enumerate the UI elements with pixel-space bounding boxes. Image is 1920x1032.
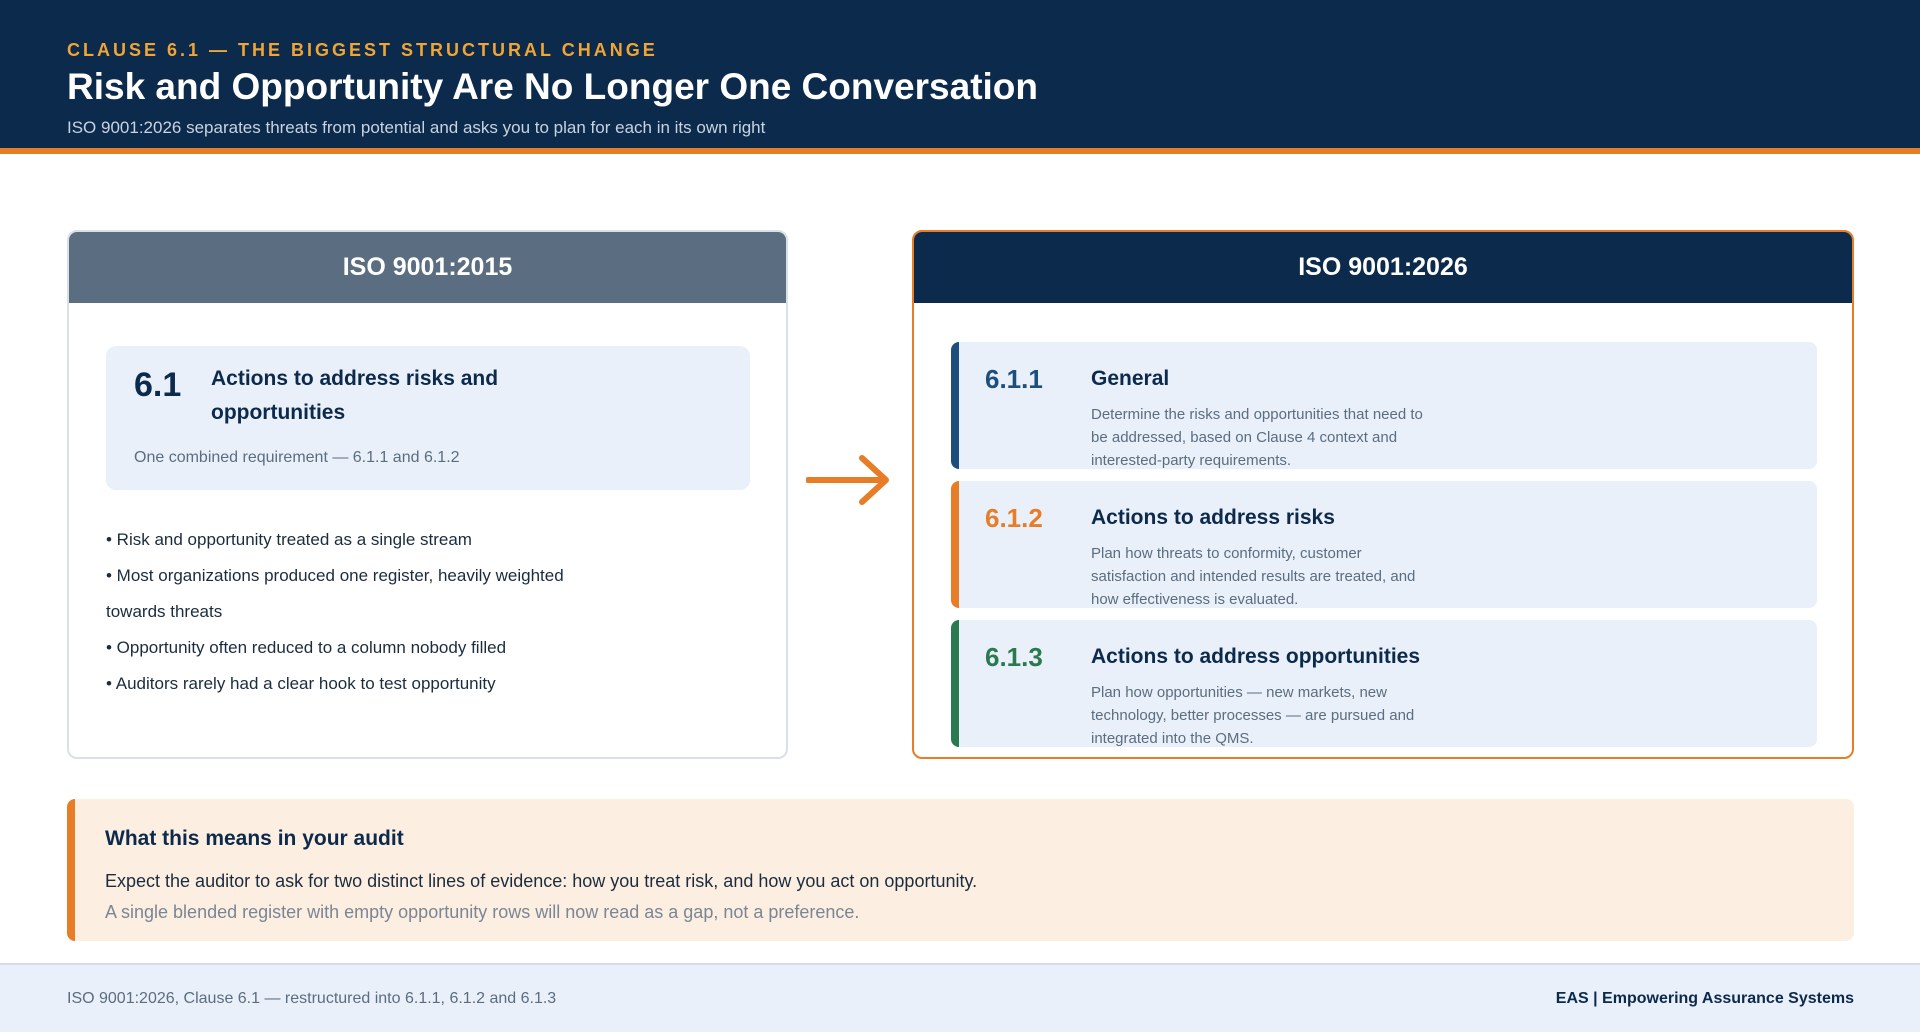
clause-title: Actions to address risks	[1091, 506, 1335, 529]
clause-eyebrow: CLAUSE 6.1 — THE BIGGEST STRUCTURAL CHANGE	[67, 40, 658, 60]
clause-number: 6.1.2	[985, 503, 1043, 533]
clause-title: Actions to address risks and opportunities	[211, 367, 499, 424]
accent-bar	[951, 342, 959, 469]
iso-2015-panel	[67, 230, 788, 759]
clause-6-1-card	[106, 346, 750, 490]
clause-description: Plan how threats to conformity, customer satisfaction and intended results are treated, and how effectiveness is evaluated.	[1091, 545, 1416, 608]
callout-text: Expect the auditor to ask for two distinct lines of evidence: how you treat risk, and how you act on opportunity.	[105, 871, 978, 891]
right-arrow-icon	[806, 454, 890, 506]
iso-2026-heading: ISO 9001:2026	[914, 232, 1852, 303]
clause-note: One combined requirement — 6.1.1 and 6.1.2	[134, 449, 460, 466]
callout-subtext: A single blended register with empty opportunity rows will now read as a gap, not a preference.	[105, 902, 860, 922]
list-item: • Risk and opportunity treated as a single stream	[106, 530, 472, 549]
clause-description: Plan how opportunities — new markets, new technology, better processes — are pursued and integrated into the QMS.	[1091, 684, 1415, 747]
footer-brand: EAS | Empowering Assurance Systems	[1555, 990, 1854, 1007]
accent-bar	[951, 620, 959, 747]
footer-reference: ISO 9001:2026, Clause 6.1 — restructured into 6.1.1, 6.1.2 and 6.1.3	[67, 990, 557, 1007]
clause-6-1-1-card	[951, 342, 1817, 469]
clause-6-1-2-card	[951, 481, 1817, 608]
clause-6-1-3-card	[951, 620, 1817, 747]
clause-title: General	[1091, 367, 1170, 390]
clause-number: 6.1.3	[985, 642, 1043, 672]
list-item: • Most organizations produced one register, heavily weighted towards threats	[106, 566, 564, 621]
list-item: • Opportunity often reduced to a column nobody filled	[106, 638, 507, 657]
accent-bar	[67, 799, 75, 941]
header-banner	[0, 0, 1920, 154]
page-subtitle: ISO 9001:2026 separates threats from potential and asks you to plan for each in its own right	[67, 118, 766, 137]
iso-2026-panel	[912, 230, 1854, 759]
page-title: Risk and Opportunity Are No Longer One Conversation	[67, 66, 1038, 107]
footer	[0, 963, 1920, 1032]
accent-bar	[951, 481, 959, 608]
audit-callout	[67, 799, 1854, 941]
clause-number: 6.1	[134, 366, 182, 404]
iso-2015-heading: ISO 9001:2015	[69, 232, 786, 303]
callout-title: What this means in your audit	[105, 827, 404, 850]
clause-description: Determine the risks and opportunities that need to be addressed, based on Clause 4 context and interested-party requirements.	[1091, 406, 1423, 469]
old-bullet-list	[106, 522, 576, 702]
list-item: • Auditors rarely had a clear hook to test opportunity	[106, 674, 496, 693]
clause-title: Actions to address opportunities	[1091, 645, 1421, 668]
clause-number: 6.1.1	[985, 364, 1043, 394]
